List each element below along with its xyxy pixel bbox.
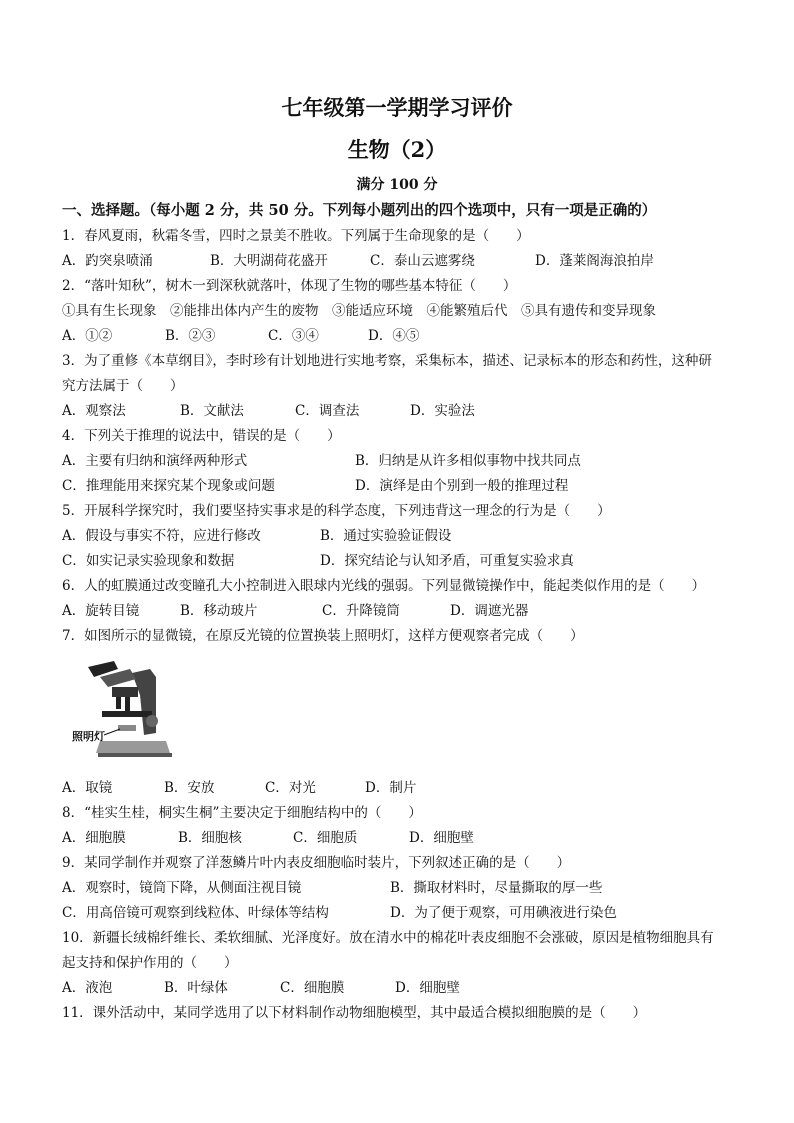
question-1-stem: 1．春风夏雨，秋霜冬雪，四时之景美不胜收。下列属于生命现象的是（ ） [62,228,530,244]
full-score: 满分 100 分 [356,177,438,193]
question-4-option-a: A．主要有归纳和演绎两种形式 [62,453,248,469]
question-10-option-b: B．叶绿体 [164,980,228,996]
microscope-knob [146,715,158,727]
question-10-option-c: C．细胞膜 [280,980,345,996]
question-10-option-d: D．细胞壁 [395,980,460,996]
question-7-stem: 7．如图所示的显微镜，在原反光镜的位置换装上照明灯，这样方便观察者完成（ ） [62,628,584,644]
question-5-option-c: C．如实记录实验现象和数据 [62,553,235,569]
question-5-stem: 5．开展科学探究时，我们要坚持实事求是的科学态度，下列违背这一理念的行为是（ ） [62,503,611,519]
question-5-option-a: A．假设与事实不符，应进行修改 [62,528,261,544]
question-9-option-c: C．用高倍镜可观察到线粒体、叶绿体等结构 [62,905,329,921]
page-title: 七年级第一学期学习评价 [281,95,513,120]
question-7-option-a: A．取镜 [62,780,113,796]
question-9-option-d: D．为了便于观察，可用碘液进行染色 [390,905,617,921]
page-subtitle: 生物（2） [347,137,447,162]
question-6-stem: 6．人的虹膜通过改变瞳孔大小控制进入眼球内光线的强弱。下列显微镜操作中，能起类似作用的是（ ） [62,578,706,594]
question-2-option-a: A．①② [62,328,113,344]
question-7-option-b: B．安放 [164,780,215,796]
question-10-stem-cont: 起支持和保护作用的（ ） [62,955,238,971]
question-8-option-c: C．细胞质 [293,830,358,846]
question-1-option-d: D．蓬莱阁海浪拍岸 [535,253,654,269]
question-2-option-c: C．③④ [268,328,319,344]
question-11-stem: 11．课外活动中，某同学选用了以下材料制作动物细胞模型，其中最适合模拟细胞膜的是（ ） [62,1005,647,1021]
question-7-option-d: D．制片 [365,780,417,796]
question-3-option-a: A．观察法 [62,403,126,419]
question-2-option-b: B．②③ [165,328,216,344]
question-6-option-b: B．移动玻片 [180,603,258,619]
microscope-lamp [118,725,136,731]
question-8-option-d: D．细胞壁 [409,830,474,846]
question-4-option-c: C．推理能用来探究某个现象或问题 [62,478,275,494]
question-3-option-c: C．调查法 [295,403,360,419]
question-1-option-c: C．泰山云遮雾绕 [370,253,475,269]
question-6-option-c: C．升降镜筒 [322,603,400,619]
question-10-stem: 10．新疆长绒棉纤维长、柔软细腻、光泽度好。放在清水中的棉花叶表皮细胞不会涨破，原因是植物细胞具有 [62,930,714,946]
section-heading: 一、选择题。（每小题 2 分，共 50 分。下列每小题列出的四个选项中，只有一项是正确的） [62,202,657,219]
question-3-stem-cont: 究方法属于（ ） [62,378,184,394]
question-2-choices: ①具有生长现象 ②能排出体内产生的废物 ③能适应环境 ④能繁殖后代 ⑤具有遗传和变异现象 [62,303,656,319]
question-8-option-a: A．细胞膜 [62,830,126,846]
question-1-option-a: A．趵突泉喷涌 [62,253,153,269]
question-8-stem: 8．“桂实生桂，桐实生桐”主要决定于细胞结构中的（ ） [62,805,422,821]
microscope-nosepiece [112,687,138,697]
figure-label-lamp: 照明灯 [72,730,105,743]
question-5-option-b: B．通过实验验证假设 [320,528,452,544]
question-3-option-b: B．文献法 [180,403,244,419]
question-9-option-b: B．撕取材料时，尽量撕取的厚一些 [390,880,603,896]
question-8-option-b: B．细胞核 [178,830,242,846]
question-2-option-d: D．④⑤ [368,328,420,344]
question-7-option-c: C．对光 [265,780,316,796]
question-4-option-d: D．演绎是由个别到一般的推理过程 [355,478,569,494]
microscope-base [96,741,170,753]
question-3-stem: 3．为了重修《本草纲目》，李时珍有计划地进行实地考察，采集标本，描述、记录标本的形态和药性，这种研 [62,353,712,369]
question-9-stem: 9．某同学制作并观察了洋葱鳞片叶内表皮细胞临时装片，下列叙述正确的是（ ） [62,855,571,871]
question-4-option-b: B．归纳是从许多相似事物中找共同点 [355,453,581,469]
question-1-option-b: B．大明湖荷花盛开 [210,253,328,269]
question-10-option-a: A．液泡 [62,980,113,996]
microscope-figure [70,655,180,763]
question-9-option-a: A．观察时，镜筒下降，从侧面注视目镜 [62,880,302,896]
question-6-option-a: A．旋转目镜 [62,603,140,619]
microscope-stage [102,711,152,717]
question-3-option-d: D．实验法 [410,403,475,419]
question-4-stem: 4．下列关于推理的说法中，错误的是（ ） [62,428,341,444]
question-2-stem: 2．“落叶知秋”，树木一到深秋就落叶，体现了生物的哪些基本特征（ ） [62,278,517,294]
question-5-option-d: D．探究结论与认知矛盾，可重复实验求真 [320,553,574,569]
question-6-option-d: D．调遮光器 [450,603,529,619]
